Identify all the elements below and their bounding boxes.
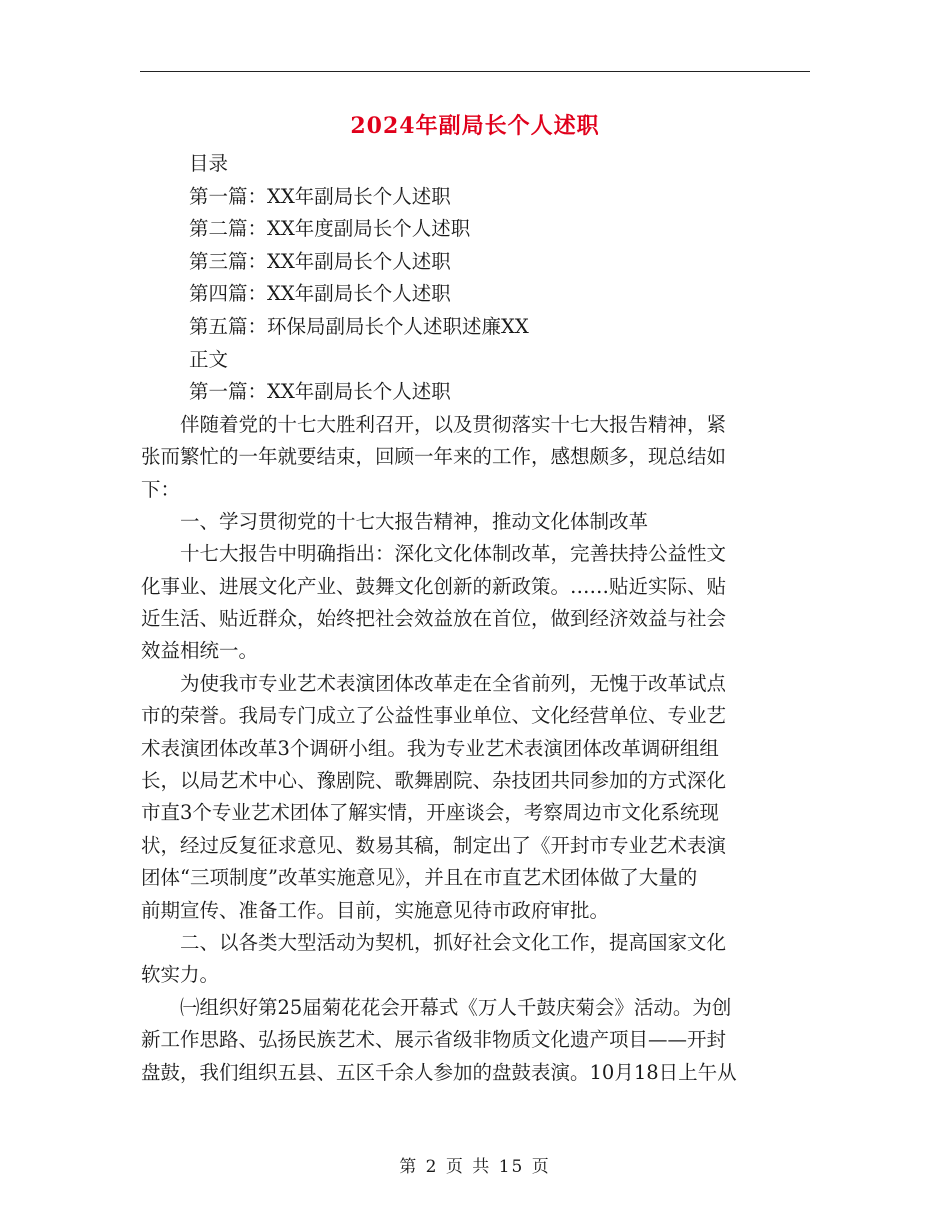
toc-item: 第二篇：XX年度副局长个人述职 xyxy=(189,217,471,241)
paragraph-line: 团体“三项制度”改革实施意见》，并且在市直艺术团体做了大量的 xyxy=(141,866,698,890)
paragraph xyxy=(141,992,813,1089)
paragraph-line: 盘鼓，我们组织五县、五区千余人参加的盘鼓表演。10月18日上午从 xyxy=(141,1060,737,1084)
paragraph-line: 一、学习贯彻党的十七大报告精神，推动文化体制改革 xyxy=(180,509,649,533)
paragraph-line: 下： xyxy=(141,477,181,501)
paragraph-line: 伴随着党的十七大胜利召开，以及贯彻落实十七大报告精神，紧 xyxy=(180,412,727,436)
paragraph-line: 长，以局艺术中心、豫剧院、歌舞剧院、杂技团共同参加的方式深化 xyxy=(141,769,727,793)
toc-item: 第一篇：XX年副局长个人述职 xyxy=(189,184,451,208)
document-title: 2024年副局长个人述职 xyxy=(350,113,600,139)
document-body xyxy=(141,148,813,1089)
toc-heading: 目录 xyxy=(189,152,229,175)
paragraph-line: 新工作思路、弘扬民族艺术、展示省级非物质文化遗产项目——开封 xyxy=(141,1028,727,1052)
paragraph-line: 近生活、贴近群众，始终把社会效益放在首位，做到经济效益与社会 xyxy=(141,607,727,631)
paragraph-line: 市的荣誉。我局专门成立了公益性事业单位、文化经营单位、专业艺 xyxy=(141,704,727,728)
paragraph-line: 术表演团体改革3个调研小组。我为专业艺术表演团体改革调研组组 xyxy=(141,736,719,760)
paragraph-line: 效益相统一。 xyxy=(141,639,259,663)
chapter-title: 第一篇：XX年副局长个人述职 xyxy=(189,380,451,404)
paragraph-line: ㈠组织好第25届菊花花会开幕式《万人千鼓庆菊会》活动。为创 xyxy=(180,995,732,1019)
section-heading xyxy=(141,927,813,992)
paragraph-line: 二、以各类大型活动为契机，抓好社会文化工作，提高国家文化 xyxy=(180,931,727,954)
header-rule xyxy=(140,71,810,72)
paragraph-line: 软实力。 xyxy=(141,963,220,987)
paragraph xyxy=(141,668,813,927)
paragraph-line: 市直3个专业艺术团体了解实情，开座谈会，考察周边市文化系统现 xyxy=(141,801,719,825)
toc-item: 第三篇：XX年副局长个人述职 xyxy=(189,249,451,273)
page-footer: 第 2 页 共 15 页 xyxy=(399,1157,551,1177)
paragraph-line: 化事业、进展文化产业、鼓舞文化创新的新政策。……贴近实际、贴 xyxy=(141,574,727,598)
paragraph xyxy=(141,409,813,506)
paragraph-line: 十七大报告中明确指出：深化文化体制改革，完善扶持公益性文 xyxy=(180,542,727,566)
body-heading: 正文 xyxy=(189,347,229,371)
paragraph-line: 前期宣传、准备工作。目前，实施意见待市政府审批。 xyxy=(141,898,610,922)
paragraph-line: 为使我市专业艺术表演团体改革走在全省前列，无愧于改革试点 xyxy=(180,671,727,695)
toc-item: 第五篇：环保局副局长个人述职述廉XX xyxy=(189,314,529,338)
section-heading xyxy=(141,506,813,538)
paragraph-line: 状，经过反复征求意见、数易其稿，制定出了《开封市专业艺术表演 xyxy=(141,833,727,857)
paragraph-line: 张而繁忙的一年就要结束，回顾一年来的工作，感想颇多，现总结如 xyxy=(141,445,727,469)
paragraph xyxy=(141,538,813,668)
toc-item: 第四篇：XX年副局长个人述职 xyxy=(189,282,451,306)
